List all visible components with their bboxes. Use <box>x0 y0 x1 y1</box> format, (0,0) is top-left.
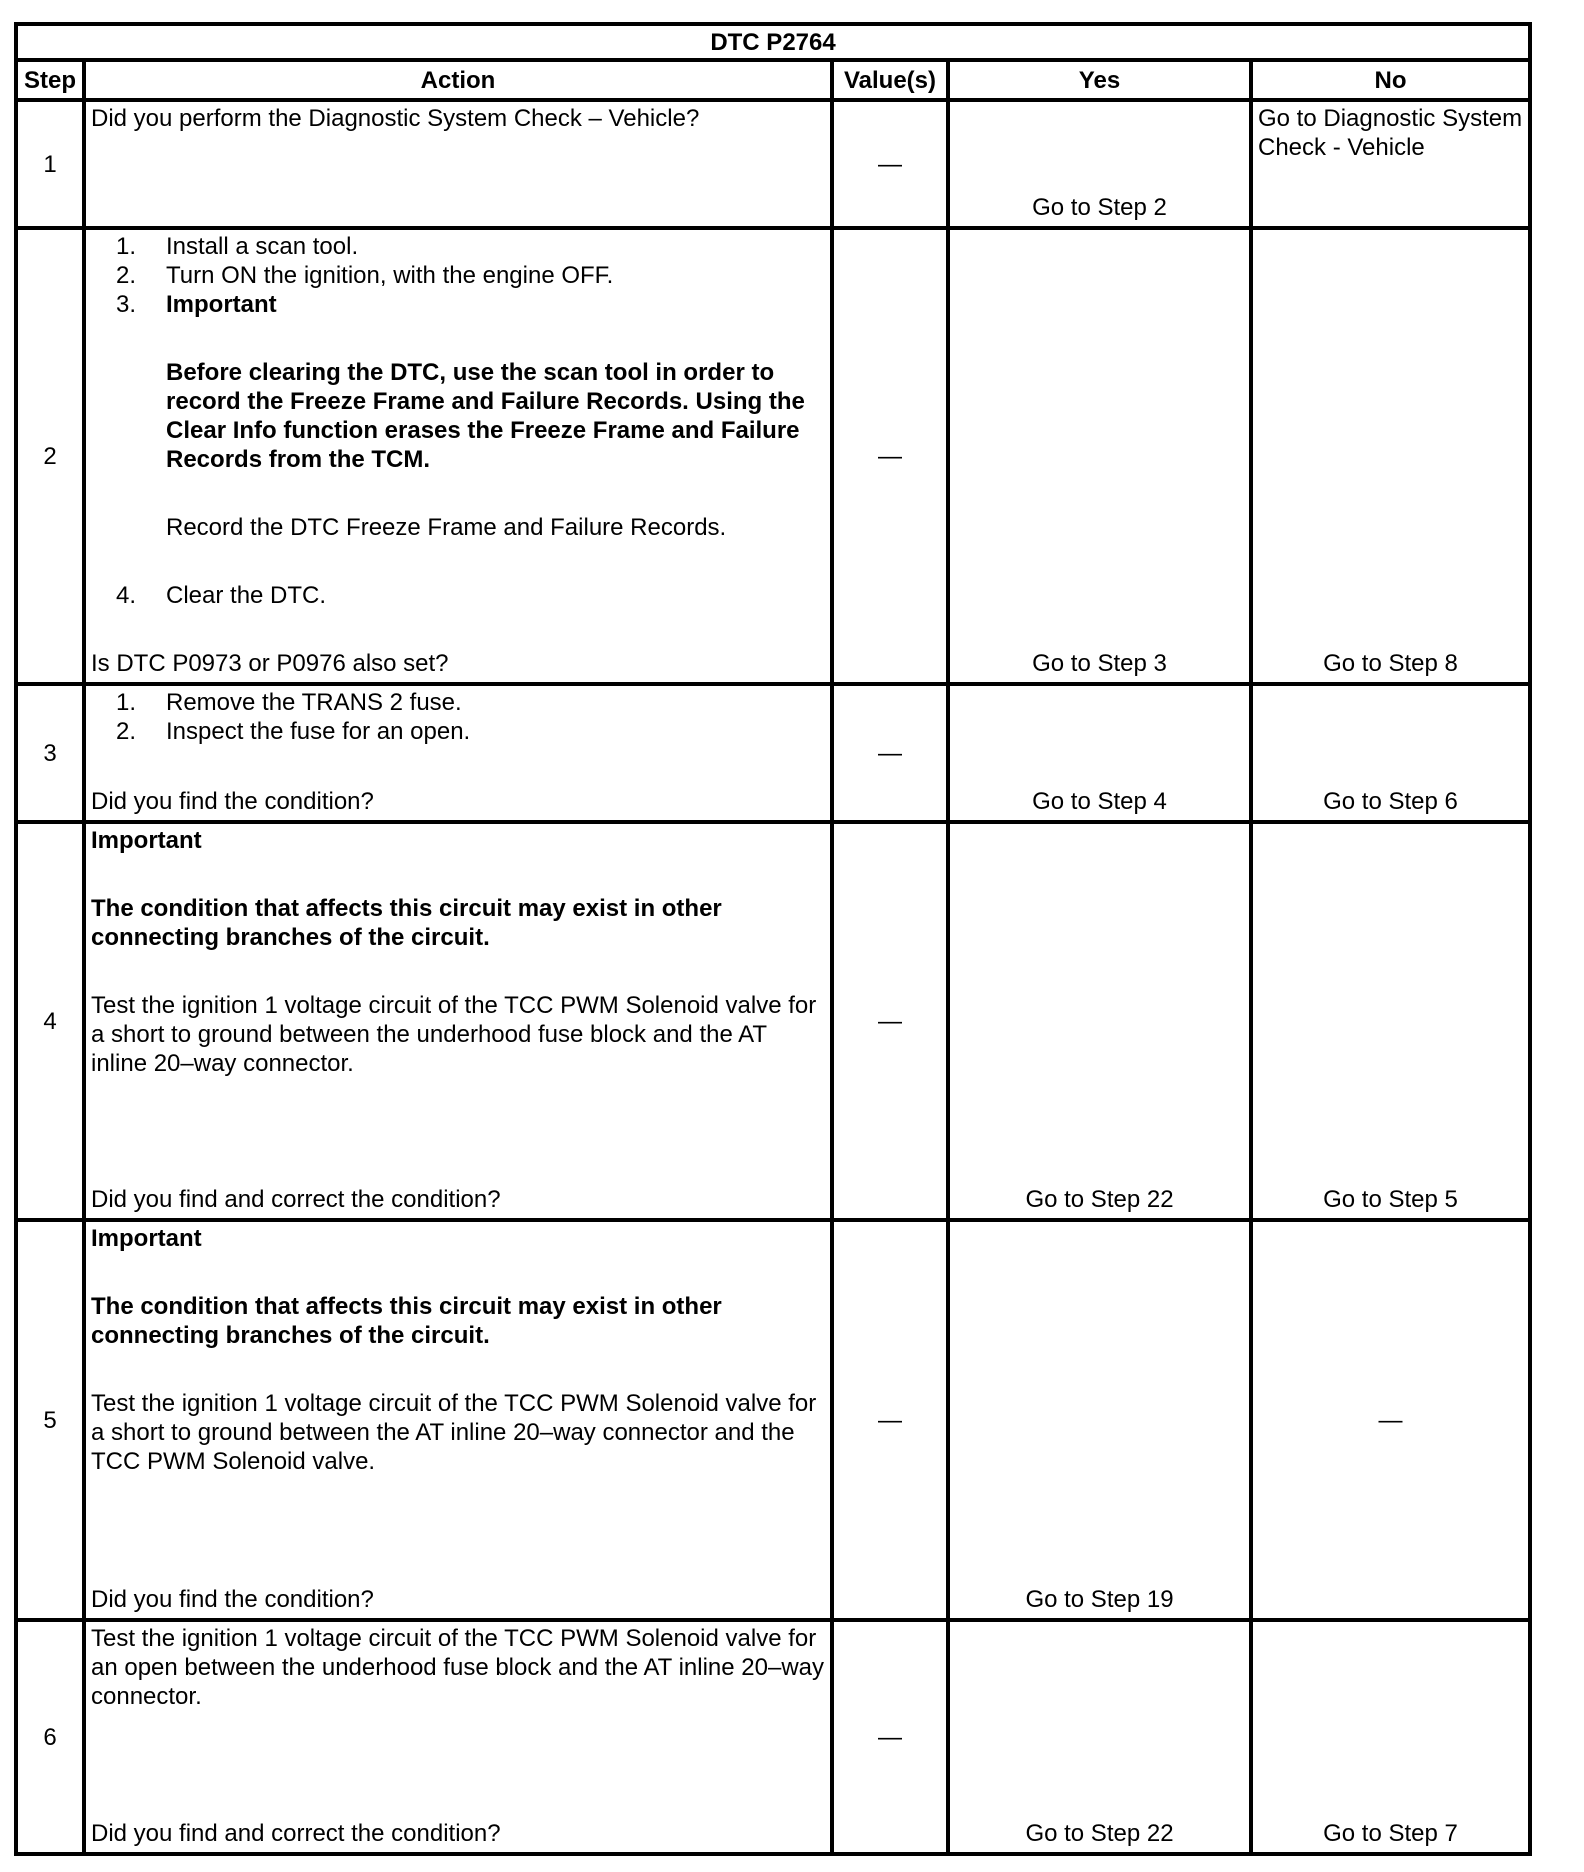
list-item: 1. Remove the TRANS 2 fuse. <box>115 689 462 716</box>
diagnostic-table-document <box>14 22 1528 1856</box>
table-row <box>16 100 1530 228</box>
table-row <box>16 1620 1530 1854</box>
yes-cell: Go to Step 22 <box>948 1620 1251 1854</box>
yes-cell: Go to Step 22 <box>948 822 1251 1220</box>
question-text: Did you find the condition? <box>91 1586 374 1613</box>
body-text: Test the ignition 1 voltage circuit of the TCC PWM Solenoid valve for a short to ground between the AT inline 20–way connector and the TCC PWM Solenoid valve. <box>91 1390 817 1475</box>
question-text: Did you find and correct the condition? <box>91 1820 501 1847</box>
header-yes: Yes <box>948 60 1251 100</box>
table-row <box>16 1220 1530 1620</box>
header-values: Value(s) <box>832 60 948 100</box>
no-cell: Go to Diagnostic System Check - Vehicle <box>1251 100 1530 228</box>
step-number: 2 <box>16 228 84 684</box>
list-item: 3. Important <box>115 291 277 318</box>
list-item: 2. Turn ON the ignition, with the engine OFF. <box>115 262 614 289</box>
action-cell <box>84 822 832 1220</box>
yes-cell: Go to Step 2 <box>948 100 1251 228</box>
step-list <box>91 232 828 610</box>
value-cell: — <box>832 1220 948 1620</box>
body-text: Test the ignition 1 voltage circuit of the TCC PWM Solenoid valve for an open between the underhood fuse block and the AT inline 20–way connector. <box>91 1625 824 1710</box>
value-cell: — <box>832 1620 948 1854</box>
no-cell: Go to Step 7 <box>1251 1620 1530 1854</box>
important-note: Before clearing the DTC, use the scan tool in order to record the Freeze Frame and Failure Records. Using the Clear Info function erases the Freeze Frame and Failure Records from the TCM. <box>166 359 805 473</box>
question-text: Did you perform the Diagnostic System Check – Vehicle? <box>91 105 700 132</box>
question-text: Is DTC P0973 or P0976 also set? <box>91 650 449 677</box>
header-action: Action <box>84 60 832 100</box>
table-title: DTC P2764 <box>16 24 1530 60</box>
action-cell <box>84 1220 832 1620</box>
step-number: 1 <box>16 100 84 228</box>
dtc-table <box>14 22 1532 1856</box>
question-text: Did you find and correct the condition? <box>91 1186 501 1213</box>
table-row <box>16 822 1530 1220</box>
action-cell <box>84 684 832 822</box>
no-cell: Go to Step 8 <box>1251 228 1530 684</box>
yes-cell: Go to Step 19 <box>948 1220 1251 1620</box>
record-note: Record the DTC Freeze Frame and Failure Records. <box>166 514 727 541</box>
step-list <box>91 688 828 746</box>
important-label: Important <box>91 827 202 854</box>
action-cell <box>84 1620 832 1854</box>
list-item: 1. Install a scan tool. <box>115 233 359 260</box>
step-number: 6 <box>16 1620 84 1854</box>
action-cell <box>84 100 832 228</box>
yes-cell: Go to Step 3 <box>948 228 1251 684</box>
table-row <box>16 228 1530 684</box>
no-cell: Go to Step 5 <box>1251 822 1530 1220</box>
no-cell: Go to Step 6 <box>1251 684 1530 822</box>
important-note: The condition that affects this circuit may exist in other connecting branches of the circuit. <box>91 1293 722 1349</box>
step-number: 4 <box>16 822 84 1220</box>
yes-cell: Go to Step 4 <box>948 684 1251 822</box>
list-item: 4. Clear the DTC. <box>115 582 327 609</box>
value-cell: — <box>832 100 948 228</box>
value-cell: — <box>832 228 948 684</box>
step-number: 5 <box>16 1220 84 1620</box>
value-cell: — <box>832 684 948 822</box>
header-row <box>16 60 1530 100</box>
question-text: Did you find the condition? <box>91 788 374 815</box>
action-cell <box>84 228 832 684</box>
header-step: Step <box>16 60 84 100</box>
table-row <box>16 684 1530 822</box>
important-label: Important <box>91 1225 202 1252</box>
value-cell: — <box>832 822 948 1220</box>
important-note: The condition that affects this circuit may exist in other connecting branches of the circuit. <box>91 895 722 951</box>
list-item: 2. Inspect the fuse for an open. <box>115 718 471 745</box>
step-number: 3 <box>16 684 84 822</box>
header-no: No <box>1251 60 1530 100</box>
no-cell: — <box>1251 1220 1530 1620</box>
body-text: Test the ignition 1 voltage circuit of the TCC PWM Solenoid valve for a short to ground between the underhood fuse block and the AT inline 20–way connector. <box>91 992 817 1077</box>
